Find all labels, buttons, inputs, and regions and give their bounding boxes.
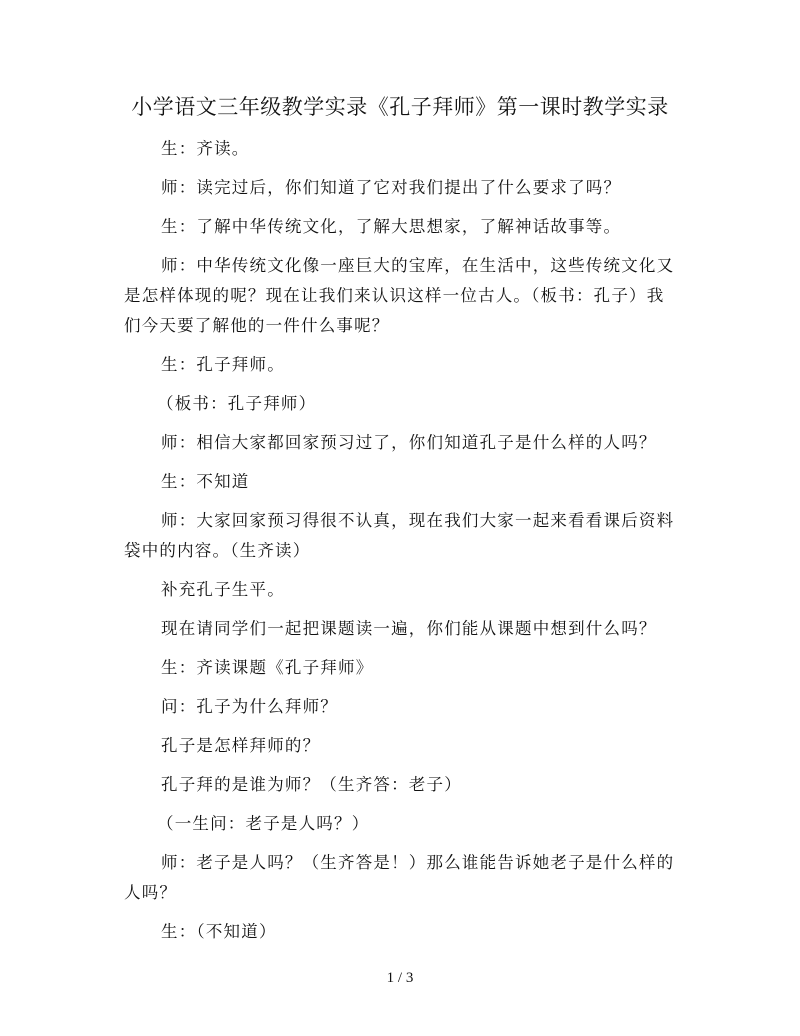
paragraph: 生：齐读课题《孔子拜师》 [161, 658, 374, 677]
paragraph: 生：（不知道） [161, 922, 277, 941]
paragraph: 师：老子是人吗？（生齐答是！）那么谁能告诉她老子是什么样的人吗？ [124, 853, 675, 902]
paragraph: 生：了解中华传统文化，了解大思想家，了解神话故事等。 [161, 217, 622, 236]
paragraph: （一生问：老子是人吗？） [157, 814, 370, 833]
page-number: 1 / 3 [386, 970, 414, 986]
paragraph: 师：大家回家预习得很不认真，现在我们大家一起来看看课后资料袋中的内容。（生齐读） [124, 511, 675, 560]
paragraph: 问：孔子为什么拜师？ [161, 697, 338, 716]
paragraph: 现在请同学们一起把课题读一遍，你们能从课题中想到什么吗？ [161, 619, 657, 638]
paragraph: 生：齐读。 [161, 139, 250, 158]
paragraph: 孔子拜的是谁为师？（生齐答：老子） [161, 775, 462, 794]
paragraph: 师：读完过后，你们知道了它对我们提出了什么要求了吗？ [161, 178, 622, 197]
paragraph: 师：中华传统文化像一座巨大的宝库，在生活中，这些传统文化又是怎样体现的呢？现在让我们来认识这样一位古人。（板书：孔子）我们今天要了解他的一件什么事呢？ [124, 256, 675, 335]
paragraph: 补充孔子生平。 [161, 580, 285, 599]
document-title: 小学语文三年级教学实录《孔子拜师》第一课时教学实录 [131, 95, 669, 119]
paragraph: （板书：孔子拜师） [157, 394, 317, 413]
paragraph: 生：不知道 [161, 472, 250, 491]
paragraph: 生：孔子拜师。 [161, 355, 285, 374]
paragraph: 师：相信大家都回家预习过了，你们知道孔子是什么样的人吗？ [161, 433, 657, 452]
document-body [124, 134, 676, 956]
paragraph: 孔子是怎样拜师的？ [161, 736, 321, 755]
